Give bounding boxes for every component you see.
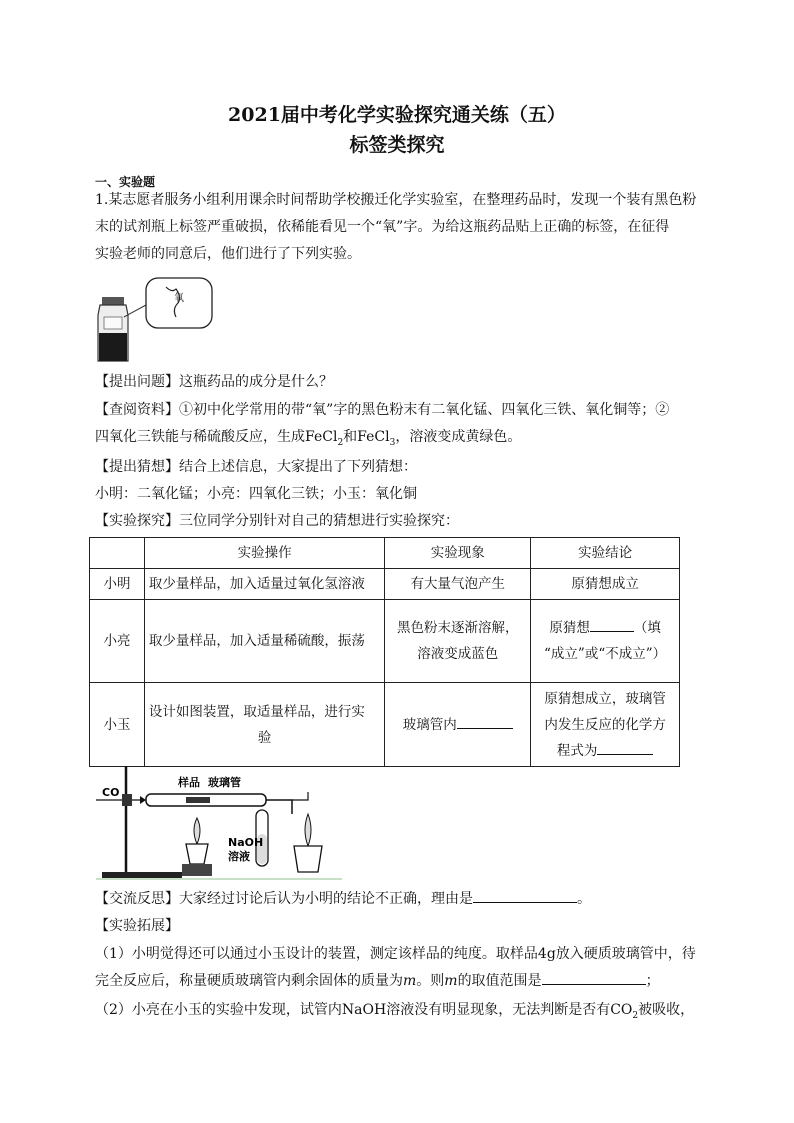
co-label: CO (102, 786, 120, 799)
glass-tube-label: 玻璃管 (208, 776, 241, 789)
hypothesis-heading: 【提出猜想】结合上述信息，大家提出了下列猜想： (95, 459, 417, 475)
co-reduction-apparatus-figure (96, 764, 342, 882)
answer-blank[interactable] (597, 740, 653, 755)
second-alcohol-lamp (294, 846, 322, 872)
iron-stand-base (102, 872, 182, 878)
info-text: ，溶液变成黄绿色。 (395, 429, 522, 445)
reflection-end: 。 (577, 891, 591, 907)
cell-line (535, 738, 675, 764)
table-cell (385, 600, 531, 683)
cell-line (535, 615, 675, 641)
cell-line: 溶液变成蓝色 (417, 646, 499, 662)
answer-blank[interactable] (473, 888, 577, 903)
extension-line (95, 968, 705, 995)
question-intro (95, 187, 705, 268)
reference-info (95, 397, 705, 457)
info-text: 和FeCl (343, 429, 390, 445)
variable-m: m (444, 973, 458, 989)
extension-text: 的取值范围是 (457, 973, 542, 989)
lamp-stand (182, 864, 212, 876)
extension-text: （2）小亮在小玉的实验中发现，试管内NaOH溶液没有明显现象，无法判断是否有CO (95, 1002, 633, 1018)
table-row (90, 569, 680, 600)
answer-blank[interactable] (457, 714, 513, 729)
cell-text: 玻璃管内 (402, 716, 457, 733)
cell-line: “成立”或“不成立”） (544, 646, 667, 662)
bottle-cap (102, 297, 124, 305)
naoh-label: NaOH (228, 836, 264, 849)
extension-part-1 (95, 941, 705, 995)
table-header (90, 538, 145, 569)
cell-text: （填 (633, 620, 661, 636)
page-title: 2021届中考化学实验探究通关练（五） (228, 104, 566, 126)
table-header: 实验操作 (144, 538, 384, 569)
section-heading: 一、实验题 (95, 175, 156, 189)
cell-text: 程式为 (556, 742, 598, 759)
table-cell: 小明 (90, 569, 145, 600)
torn-label (104, 317, 122, 329)
experiment-table (89, 537, 680, 767)
connecting-tube (266, 800, 292, 814)
table-cell: 取少量样品，加入适量过氧化氢溶液 (144, 569, 384, 600)
outlet-tube (292, 792, 308, 800)
info-line (95, 424, 705, 457)
alcohol-lamp (186, 844, 208, 864)
reflection (95, 886, 705, 913)
table-cell: 小亮 (90, 600, 145, 683)
extension-end: ； (645, 973, 660, 989)
cell-line: 原猜想成立，玻璃管 (544, 690, 666, 707)
variable-m: m (403, 973, 417, 989)
cell-text: 原猜想 (549, 620, 590, 636)
table-cell (531, 600, 680, 683)
arrow-head (140, 796, 146, 804)
hypothesis-list: 小明：二氧化锰；小亮：四氧化三铁；小玉：氧化铜 (95, 486, 417, 502)
table-header: 实验现象 (385, 538, 531, 569)
table-cell: 有大量气泡产生 (385, 569, 531, 600)
second-lamp-flame (305, 814, 311, 846)
experiment-heading: 【实验探究】三位同学分别针对自己的猜想进行实验探究： (95, 513, 459, 529)
solution-label: 溶液 (228, 850, 250, 863)
reflection-text: 【交流反思】大家经过讨论后认为小明的结论不正确，理由是 (95, 891, 473, 907)
extension-text: 。则 (416, 973, 445, 989)
cell-line: 验 (257, 729, 272, 746)
info-text: 四氧化三铁能与稀硫酸反应，生成FeCl (95, 429, 338, 445)
table-row (90, 683, 680, 767)
extension-part-2 (95, 997, 705, 1030)
extension-text: 完全反应后，称量硬质玻璃管内剩余固体的质量为 (95, 973, 403, 989)
info-line: 【查阅资料】①初中化学常用的带“氧”字的黑色粉末有二氧化锰、四氧化三铁、氧化铜等；② (95, 402, 670, 418)
table-cell (144, 683, 384, 767)
intro-line: 1.某志愿者服务小组利用课余时间帮助学校搬迁化学实验室，在整理药品时，发现一个装有黑色粉 (95, 192, 697, 208)
reagent-bottle-figure (96, 275, 216, 365)
extension-text: 被吸收， (638, 1002, 695, 1018)
table-cell: 取少量样品，加入适量稀硫酸，振荡 (144, 600, 384, 683)
table-cell: 原猜想成立 (531, 569, 680, 600)
extension-line: （1）小明觉得还可以通过小玉设计的装置，测定该样品的纯度。取样品4g放入硬质玻璃管中，待 (95, 946, 696, 962)
table-cell (385, 683, 531, 767)
cell-line: 设计如图装置，取适量样品，进行实 (148, 703, 365, 720)
table-header-row (90, 538, 680, 569)
table-cell (531, 683, 680, 767)
propose-question: 【提出问题】这瓶药品的成分是什么？ (95, 374, 333, 390)
sample-powder (186, 797, 210, 803)
black-powder (99, 333, 127, 361)
label-fragment: 氧 (174, 293, 184, 304)
table-cell: 小玉 (90, 683, 145, 767)
sample-label: 样品 (178, 776, 200, 789)
subscript: 3 (389, 437, 396, 448)
table-row (90, 600, 680, 683)
lamp-flame (194, 818, 200, 844)
extension-heading: 【实验拓展】 (95, 918, 179, 934)
cell-line: 黑色粉末逐渐溶解， (397, 620, 519, 636)
clamp (122, 794, 132, 806)
intro-line: 末的试剂瓶上标签严重破损，依稀能看见一个“氧”字。为给这瓶药品贴上正确的标签，在征得 (95, 219, 670, 235)
cell-line: 内发生反应的化学方 (544, 716, 666, 733)
intro-line: 实验老师的同意后，他们进行了下列实验。 (95, 246, 361, 262)
subscript: 2 (337, 437, 344, 448)
subscript: 2 (632, 1010, 639, 1021)
answer-blank[interactable] (590, 617, 634, 632)
table-header: 实验结论 (531, 538, 680, 569)
page-subtitle: 标签类探究 (349, 134, 445, 156)
answer-blank[interactable] (542, 970, 646, 985)
